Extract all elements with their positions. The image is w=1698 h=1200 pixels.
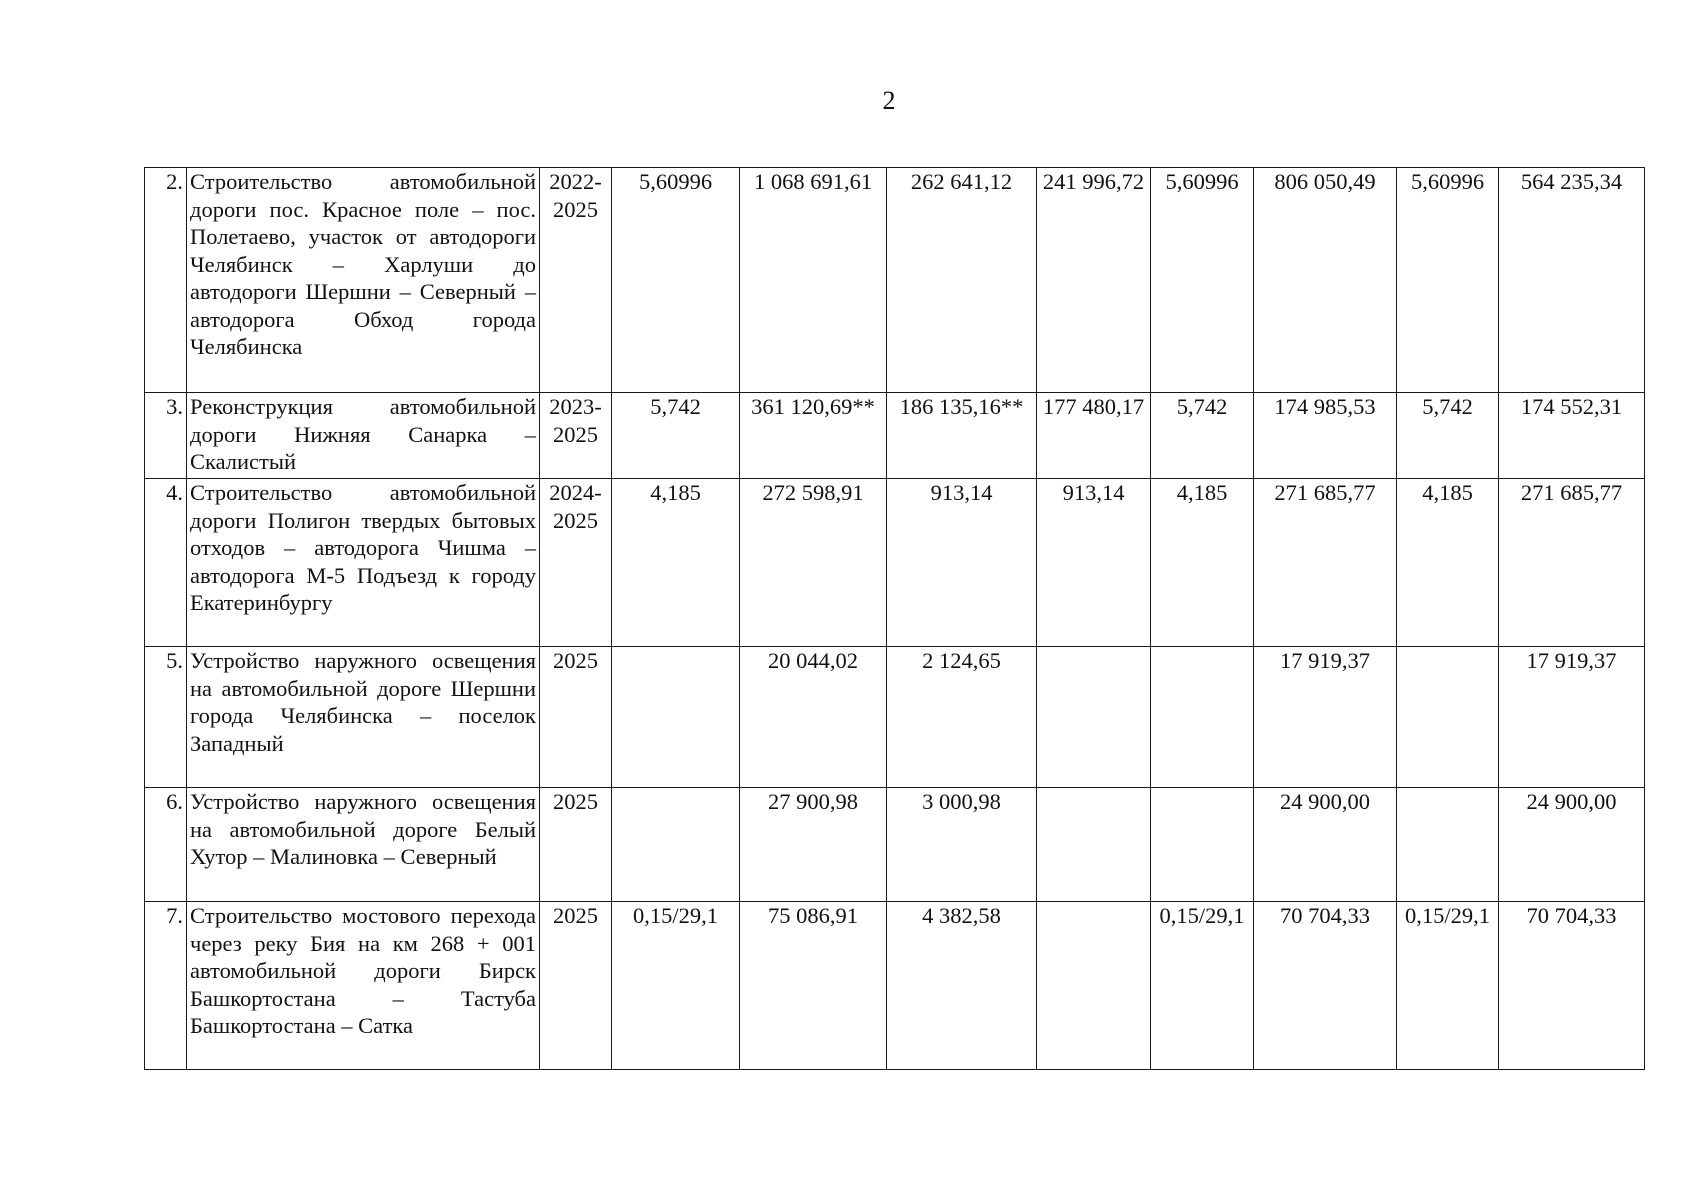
table-row xyxy=(145,393,1645,479)
table-body xyxy=(145,168,1645,1070)
years-cell xyxy=(540,393,612,479)
row-number-cell: 7. xyxy=(145,902,187,1070)
cost-cell xyxy=(1037,788,1151,902)
total-cost-cell: 27 900,98 xyxy=(740,788,887,902)
object-name-cell xyxy=(187,902,540,1070)
table-row xyxy=(145,902,1645,1070)
capacity-cell: 5,742 xyxy=(1151,393,1254,479)
object-name-cell xyxy=(187,393,540,479)
years-cell xyxy=(540,788,612,902)
years-text: 2022-2025 xyxy=(549,169,602,222)
cost-cell: 806 050,49 xyxy=(1254,168,1397,393)
cost-cell: 24 900,00 xyxy=(1499,788,1645,902)
capacity-cell xyxy=(1151,647,1254,788)
row-number-cell: 4. xyxy=(145,479,187,647)
object-name-cell xyxy=(187,647,540,788)
cost-cell: 241 996,72 xyxy=(1037,168,1151,393)
total-cost-cell: 361 120,69** xyxy=(740,393,887,479)
capacity-cell: 4,185 xyxy=(1151,479,1254,647)
cost-cell: 17 919,37 xyxy=(1499,647,1645,788)
capacity-cell: 0,15/29,1 xyxy=(612,902,740,1070)
page-number: 2 xyxy=(882,86,896,115)
cost-cell: 3 000,98 xyxy=(887,788,1037,902)
object-name: Устройство наружного освещения на автомобильной дороге Шершни города Челябинска – поселок Западный xyxy=(190,648,536,756)
cost-cell: 174 552,31 xyxy=(1499,393,1645,479)
total-cost-cell: 1 068 691,61 xyxy=(740,168,887,393)
years-text: 2023-2025 xyxy=(549,394,602,447)
cost-cell: 24 900,00 xyxy=(1254,788,1397,902)
years-cell xyxy=(540,479,612,647)
cost-cell: 2 124,65 xyxy=(887,647,1037,788)
object-name: Строительство автомобильной дороги пос. Красное поле – пос. Полетаево, участок от автодороги Челябинск – Харлуши до автодороги Шершни – Северный – автодорога Обход города Челябинска xyxy=(190,169,536,359)
capacity-cell: 0,15/29,1 xyxy=(1151,902,1254,1070)
table-row xyxy=(145,647,1645,788)
capacity-cell: 5,60996 xyxy=(612,168,740,393)
years-text: 2025 xyxy=(553,789,598,814)
capacity-cell xyxy=(612,788,740,902)
object-name: Устройство наружного освещения на автомобильной дороге Белый Хутор – Малиновка – Северный xyxy=(190,789,536,869)
table-row xyxy=(145,479,1645,647)
table-row xyxy=(145,788,1645,902)
object-name: Реконструкция автомобильной дороги Нижняя Санарка – Скалистый xyxy=(190,394,536,474)
years-cell xyxy=(540,902,612,1070)
cost-cell: 271 685,77 xyxy=(1499,479,1645,647)
cost-cell xyxy=(1037,902,1151,1070)
capacity-cell: 0,15/29,1 xyxy=(1397,902,1499,1070)
cost-cell: 70 704,33 xyxy=(1254,902,1397,1070)
total-cost-cell: 75 086,91 xyxy=(740,902,887,1070)
total-cost-cell: 272 598,91 xyxy=(740,479,887,647)
cost-cell: 70 704,33 xyxy=(1499,902,1645,1070)
capacity-cell: 5,60996 xyxy=(1397,168,1499,393)
cost-cell xyxy=(1037,647,1151,788)
years-text: 2024-2025 xyxy=(549,480,602,533)
cost-cell: 17 919,37 xyxy=(1254,647,1397,788)
cost-cell: 262 641,12 xyxy=(887,168,1037,393)
capacity-cell: 5,742 xyxy=(612,393,740,479)
years-text: 2025 xyxy=(553,903,598,928)
row-number-cell: 2. xyxy=(145,168,187,393)
capacity-cell: 5,60996 xyxy=(1151,168,1254,393)
cost-cell: 913,14 xyxy=(887,479,1037,647)
table-row xyxy=(145,168,1645,393)
capacity-cell xyxy=(612,647,740,788)
row-number-cell: 3. xyxy=(145,393,187,479)
years-cell xyxy=(540,168,612,393)
capacity-cell: 4,185 xyxy=(612,479,740,647)
object-name-cell xyxy=(187,168,540,393)
object-name-cell xyxy=(187,479,540,647)
total-cost-cell: 20 044,02 xyxy=(740,647,887,788)
capacity-cell: 5,742 xyxy=(1397,393,1499,479)
years-cell xyxy=(540,647,612,788)
row-number-cell: 6. xyxy=(145,788,187,902)
cost-cell: 913,14 xyxy=(1037,479,1151,647)
cost-cell: 271 685,77 xyxy=(1254,479,1397,647)
capacity-cell xyxy=(1397,647,1499,788)
capacity-cell xyxy=(1151,788,1254,902)
capacity-cell xyxy=(1397,788,1499,902)
cost-cell: 186 135,16** xyxy=(887,393,1037,479)
object-name-cell xyxy=(187,788,540,902)
capacity-cell: 4,185 xyxy=(1397,479,1499,647)
cost-cell: 177 480,17 xyxy=(1037,393,1151,479)
cost-cell: 174 985,53 xyxy=(1254,393,1397,479)
object-name: Строительство мостового перехода через реку Бия на км 268 + 001 автомобильной дороги Бирск Башкортостана – Тастуба Башкортостана – Сатка xyxy=(190,903,536,1038)
projects-table xyxy=(144,167,1645,1070)
years-text: 2025 xyxy=(553,648,598,673)
cost-cell: 564 235,34 xyxy=(1499,168,1645,393)
row-number-cell: 5. xyxy=(145,647,187,788)
object-name: Строительство автомобильной дороги Полигон твердых бытовых отходов – автодорога Чишма – автодорога М-5 Подъезд к городу Екатеринбургу xyxy=(190,480,536,615)
cost-cell: 4 382,58 xyxy=(887,902,1037,1070)
